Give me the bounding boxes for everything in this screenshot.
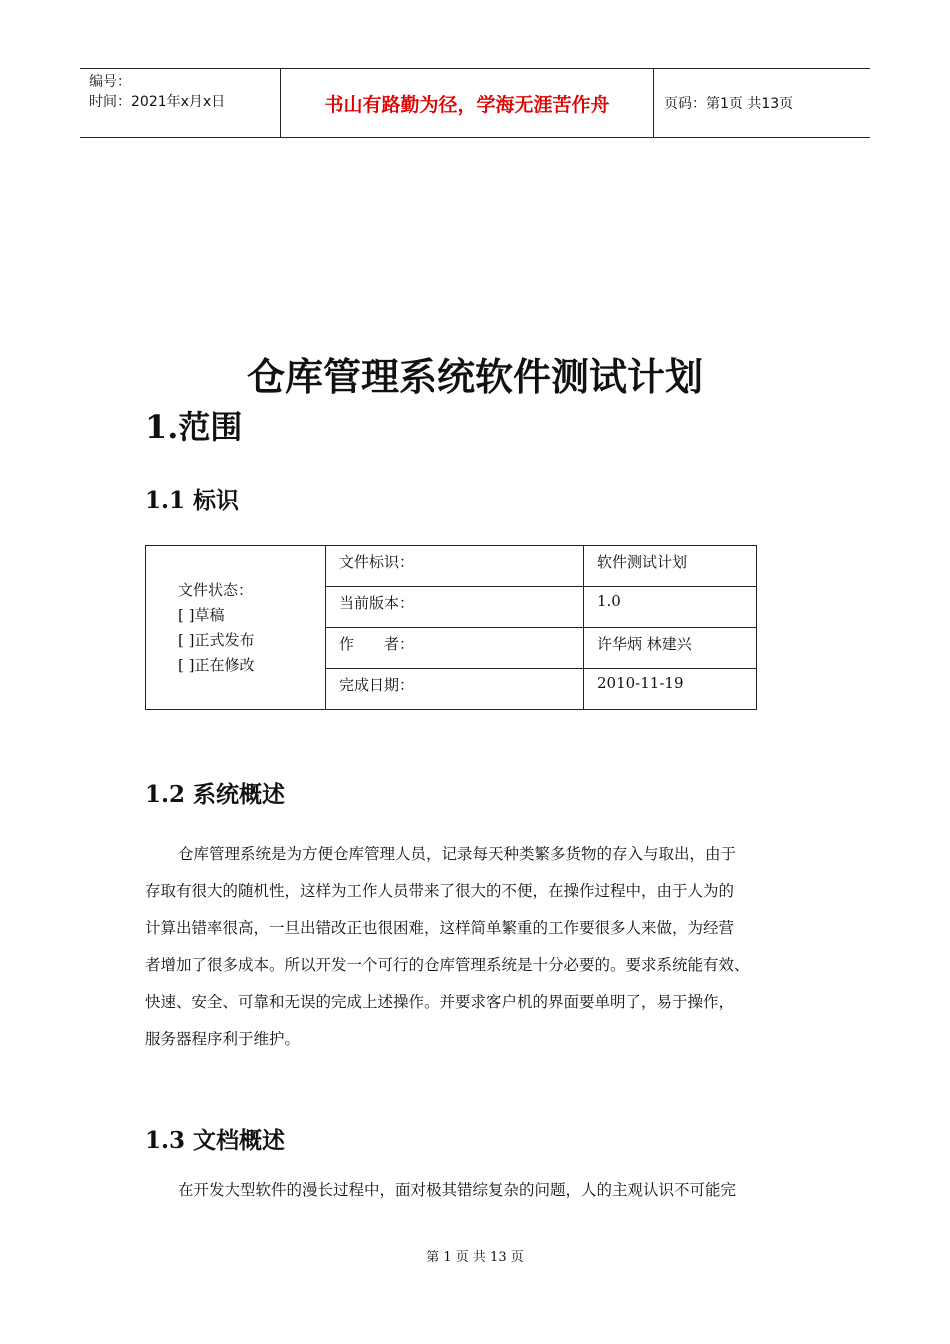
paragraph-line: 仓库管理系统是为方便仓库管理人员，记录每天种类繁多货物的存入与取出，由于 — [178, 845, 737, 863]
header-page-info: 页码：第1页 共13页 — [664, 96, 794, 112]
table-label: 文件标识： — [326, 546, 584, 587]
document-overview-paragraph — [145, 1172, 795, 1209]
status-option-draft: [ ]草稿 — [178, 605, 225, 624]
paragraph-line: 计算出错率很高，一旦出错改正也很困难，这样简单繁重的工作要很多人来做，为经营 — [145, 919, 735, 937]
file-status-label: 文件状态： — [178, 580, 254, 599]
table-value: 2010-11-19 — [584, 669, 757, 710]
section-heading-system-overview: 1.2 系统概述 — [145, 781, 286, 808]
identification-table — [145, 545, 757, 710]
paragraph-line: 者增加了很多成本。所以开发一个可行的仓库管理系统是十分必要的。要求系统能有效、 — [145, 956, 750, 974]
table-label: 作 者： — [326, 628, 584, 669]
table-label: 完成日期： — [326, 669, 584, 710]
section-heading-scope: 1.范围 — [145, 408, 243, 446]
header-time: 时间：2021年x月x日 — [89, 94, 226, 110]
page-header — [80, 68, 870, 138]
paragraph-line: 存取有很大的随机性，这样为工作人员带来了很大的不便，在操作过程中，由于人为的 — [145, 882, 735, 900]
file-status-cell — [146, 546, 326, 710]
paragraph-line: 服务器程序利于维护。 — [145, 1030, 301, 1048]
system-overview-paragraph — [145, 836, 795, 1058]
paragraph-line: 快速、安全、可靠和无误的完成上述操作。并要求客户机的界面要单明了，易于操作， — [145, 993, 735, 1011]
section-heading-identification: 1.1 标识 — [145, 487, 240, 514]
header-meta — [80, 69, 281, 137]
status-option-release: [ ]正式发布 — [178, 630, 255, 649]
page-footer: 第 1 页 共 13 页 — [426, 1250, 524, 1265]
section-heading-document-overview: 1.3 文档概述 — [145, 1127, 286, 1154]
table-label: 当前版本： — [326, 587, 584, 628]
header-number: 编号： — [89, 74, 131, 90]
status-option-modifying: [ ]正在修改 — [178, 655, 255, 674]
paragraph-line: 在开发大型软件的漫长过程中，面对极其错综复杂的问题，人的主观认识不可能完 — [178, 1181, 737, 1199]
document-title: 仓库管理系统软件测试计划 — [246, 355, 703, 399]
table-value: 许华炳 林建兴 — [584, 628, 757, 669]
table-value: 1.0 — [584, 587, 757, 628]
table-value: 软件测试计划 — [584, 546, 757, 587]
header-motto: 书山有路勤为径，学海无涯苦作舟 — [281, 69, 654, 137]
